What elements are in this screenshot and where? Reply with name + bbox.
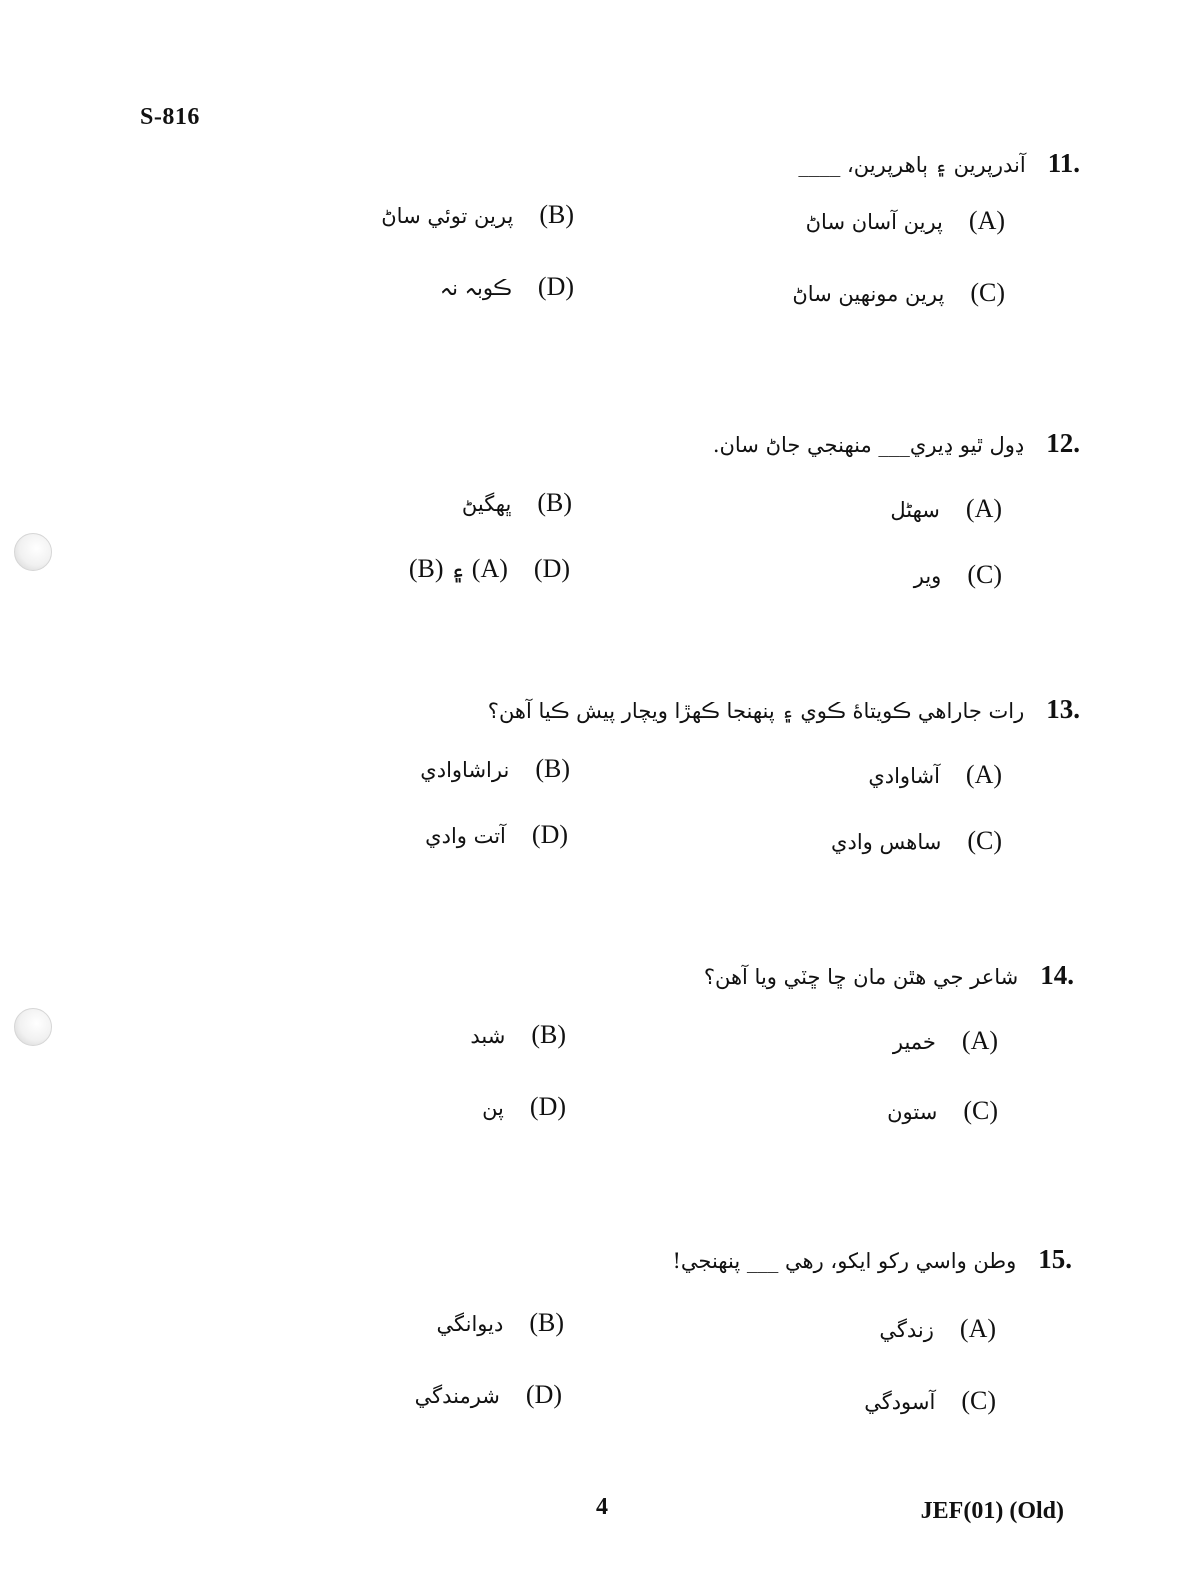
option-text: آسودگي (864, 1390, 936, 1414)
option-text: (A) ۽ (B) (408, 554, 508, 583)
option-text: سهڻل (890, 498, 940, 522)
option-key: (B) (537, 488, 572, 517)
option-text: نراشاوادي (420, 758, 510, 782)
option-d (440, 272, 574, 302)
option-c (914, 560, 1002, 590)
option-c (831, 826, 1002, 856)
option-text: زندگي (879, 1318, 934, 1342)
option-a (806, 206, 1005, 236)
option-key: (D) (531, 820, 568, 849)
binder-hole-top (14, 533, 52, 571)
option-b (437, 1308, 565, 1338)
question-number: 12. (1046, 428, 1080, 458)
question-stem (672, 1244, 1072, 1275)
binder-hole-bottom (14, 1008, 52, 1046)
option-text: پرين آسان ساڻ (805, 210, 943, 234)
option-b (470, 1020, 566, 1050)
option-text: وير (913, 564, 942, 588)
question-number: 11. (1047, 148, 1080, 178)
question-number: 15. (1038, 1244, 1072, 1274)
option-text: ديوانگي (436, 1312, 504, 1336)
question-number: 13. (1046, 694, 1080, 724)
option-key: (C) (967, 560, 1002, 589)
question-text: آندرپرين ۽ ٻاهرپرين، ____ (798, 153, 1026, 177)
question-text: وطن واسي رکو ايکو، رهي ___ پنهنجي! (672, 1249, 1017, 1273)
option-c (792, 278, 1005, 308)
question-stem (704, 960, 1074, 991)
option-text: آتت وادي (425, 824, 506, 848)
option-key: (D) (533, 554, 570, 583)
option-key: (C) (961, 1386, 996, 1415)
option-c (864, 1386, 996, 1416)
option-text: شبد (470, 1024, 506, 1048)
option-d (415, 1380, 562, 1410)
option-key: (A) (959, 1314, 996, 1343)
question-number: 14. (1040, 960, 1074, 990)
question-stem (488, 694, 1080, 725)
option-c (887, 1096, 998, 1126)
option-key: (C) (967, 826, 1002, 855)
question-stem (798, 148, 1080, 179)
option-key: (B) (529, 1308, 564, 1337)
option-text: پرين مونهين ساڻ (792, 282, 945, 306)
question-stem (713, 428, 1080, 459)
question-text: رات جاراهي ڪويتاۀ ڪوي ۽ پنهنجا ڪهڙا ويچار پيش ڪيا آهن؟ (487, 699, 1025, 723)
question-text: شاعر جي هٿن مان ڇا ڇٽي ويا آهن؟ (703, 965, 1019, 989)
option-key: (C) (963, 1096, 998, 1125)
page-number: 4 (596, 1494, 608, 1520)
paper-code: S-816 (140, 104, 200, 130)
option-key: (D) (529, 1092, 566, 1121)
option-key: (D) (525, 1380, 562, 1409)
option-text: ساهس وادي (831, 830, 942, 854)
option-a (868, 760, 1002, 790)
option-key: (A) (965, 494, 1002, 523)
option-key: (A) (965, 760, 1002, 789)
option-text: ڀهگيڻ (461, 492, 512, 516)
option-key: (C) (970, 278, 1005, 307)
option-key: (B) (539, 200, 574, 229)
option-key: (D) (537, 272, 574, 301)
option-text: ستون (887, 1100, 938, 1124)
question-text: ڍول ٿيو ڍيري___ منهنجي جاڻ سان. (712, 433, 1025, 457)
option-key: (B) (535, 754, 570, 783)
option-b (462, 488, 572, 518)
option-a (893, 1026, 998, 1056)
option-text: شرمندگي (414, 1384, 500, 1408)
option-key: (A) (968, 206, 1005, 235)
exam-code: JEF(01) (Old) (920, 1498, 1064, 1524)
option-text: پرين توئي ساڻ (381, 204, 514, 228)
option-b (381, 200, 574, 230)
option-text: ڪوبہ نہ (439, 276, 512, 300)
option-a (879, 1314, 996, 1344)
option-d (409, 554, 570, 584)
option-text: آشاوادي (868, 764, 940, 788)
option-d (425, 820, 568, 850)
option-key: (B) (531, 1020, 566, 1049)
option-key: (A) (961, 1026, 998, 1055)
option-text: خمير (892, 1030, 936, 1054)
option-a (890, 494, 1002, 524)
option-text: پن (482, 1096, 504, 1120)
option-d (482, 1092, 566, 1122)
option-b (420, 754, 570, 784)
